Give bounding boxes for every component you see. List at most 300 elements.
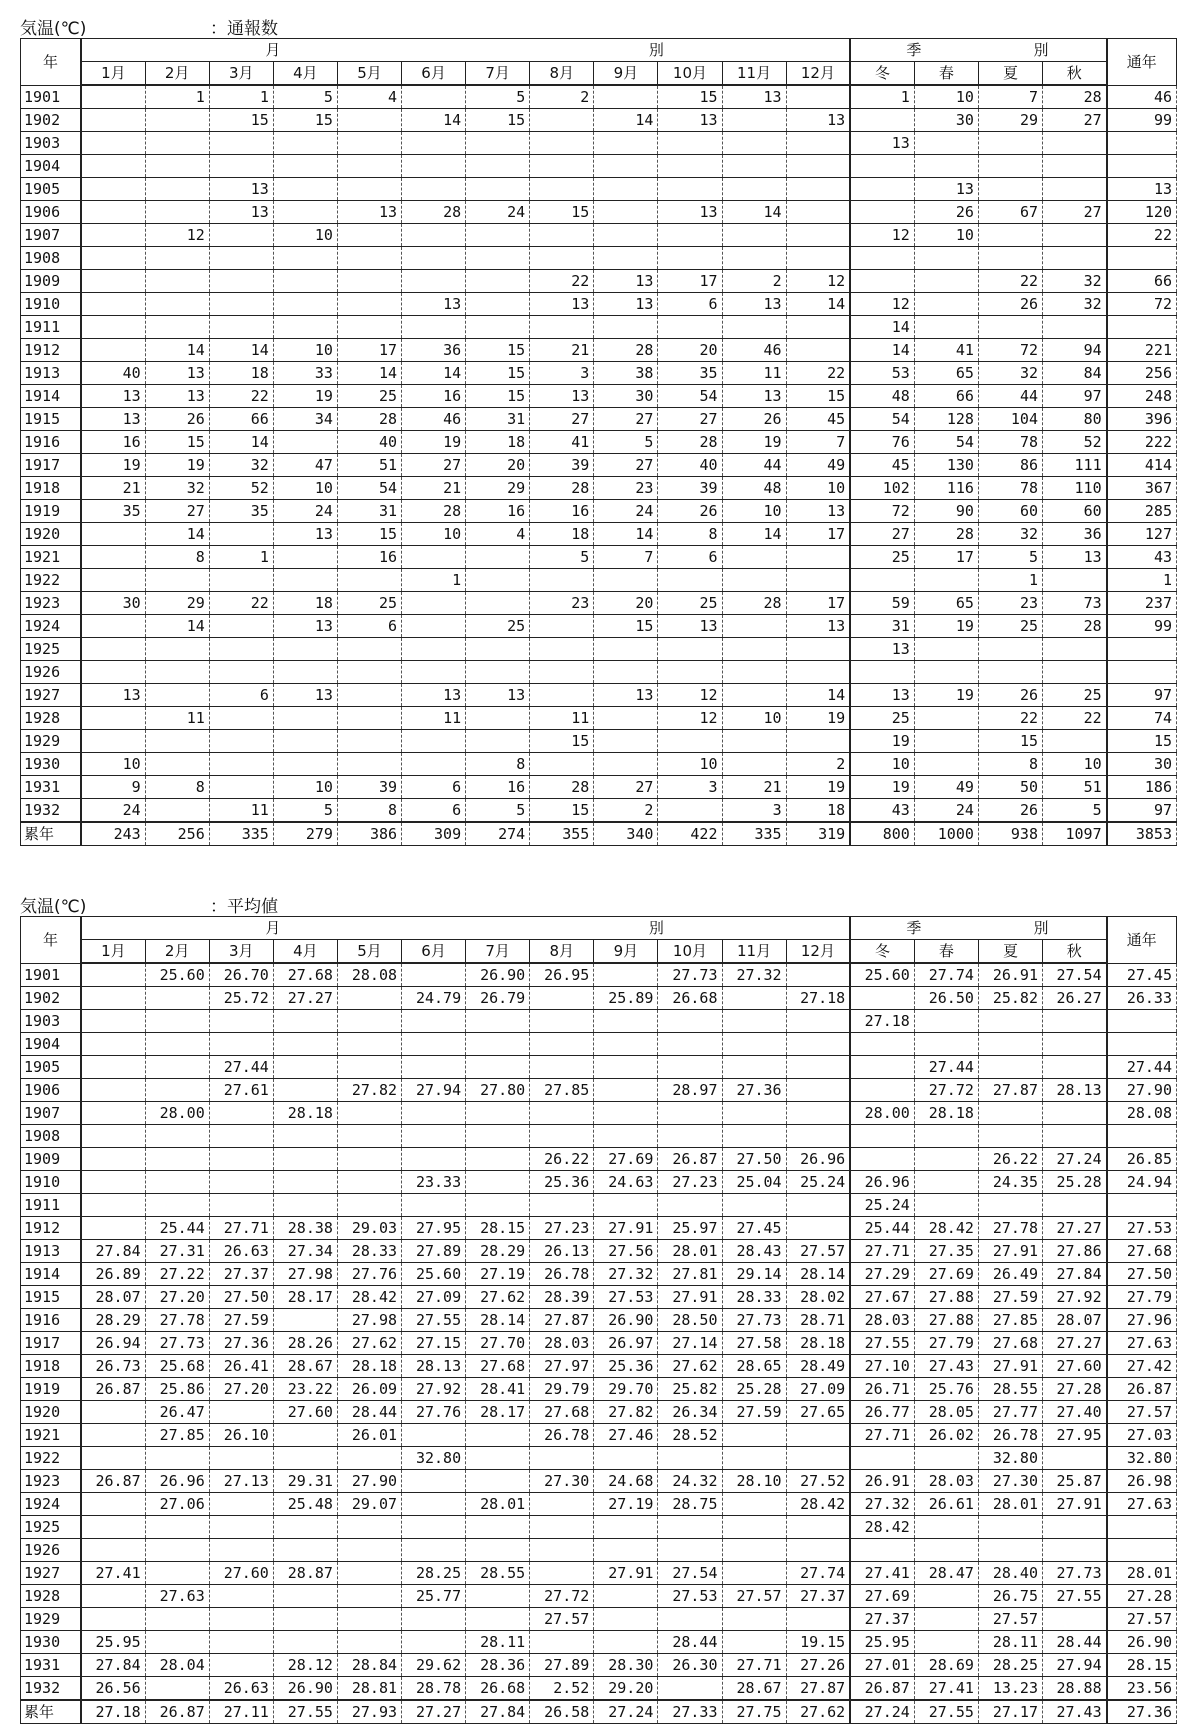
month-value-cell: 28.67 xyxy=(722,1677,786,1701)
season-value-cell: 28.40 xyxy=(978,1562,1042,1585)
month-value-cell: 28.17 xyxy=(273,1286,337,1309)
annual-value-cell: 28.15 xyxy=(1107,1654,1177,1677)
season-value-cell: 24 xyxy=(914,799,978,823)
year-cell: 1930 xyxy=(21,1631,82,1654)
month-value-cell xyxy=(402,963,466,987)
annual-value-cell: 27.63 xyxy=(1107,1493,1177,1516)
month-value-cell: 28.14 xyxy=(466,1309,530,1332)
month-value-cell xyxy=(337,247,401,270)
annual-value-cell xyxy=(1107,1539,1177,1562)
month-value-cell: 26.87 xyxy=(81,1378,145,1401)
month-value-cell xyxy=(722,1056,786,1079)
season-value-cell xyxy=(914,270,978,293)
season-value-cell xyxy=(1043,316,1107,339)
season-header: 春 xyxy=(914,62,978,86)
season-value-cell: 41 xyxy=(914,339,978,362)
month-value-cell xyxy=(402,1148,466,1171)
season-value-cell: 27.79 xyxy=(914,1332,978,1355)
month-value-cell: 13 xyxy=(786,615,850,638)
month-value-cell xyxy=(273,201,337,224)
year-cell: 1919 xyxy=(21,500,82,523)
month-value-cell xyxy=(466,270,530,293)
month-value-cell: 27.50 xyxy=(209,1286,273,1309)
table-row xyxy=(21,546,1177,569)
month-value-cell xyxy=(658,1677,722,1701)
month-value-cell: 52 xyxy=(209,477,273,500)
month-value-cell xyxy=(530,109,594,132)
month-value-cell: 27.78 xyxy=(145,1309,209,1332)
month-group-char: 月 xyxy=(265,919,283,937)
month-value-cell: 28.26 xyxy=(273,1332,337,1355)
table-row xyxy=(21,1470,1177,1493)
month-value-cell xyxy=(273,155,337,178)
month-value-cell: 274 xyxy=(466,822,530,846)
month-value-cell: 4 xyxy=(337,85,401,109)
month-value-cell xyxy=(337,753,401,776)
month-value-cell xyxy=(145,178,209,201)
season-value-cell xyxy=(914,316,978,339)
year-cell: 1908 xyxy=(21,247,82,270)
season-value-cell: 27.88 xyxy=(914,1309,978,1332)
month-value-cell xyxy=(466,707,530,730)
month-value-cell xyxy=(658,247,722,270)
month-value-cell xyxy=(81,1079,145,1102)
month-value-cell: 27.87 xyxy=(786,1677,850,1701)
month-value-cell: 27.71 xyxy=(209,1217,273,1240)
month-value-cell xyxy=(594,132,658,155)
month-value-cell: 23 xyxy=(594,477,658,500)
year-cell: 1904 xyxy=(21,155,82,178)
month-value-cell xyxy=(722,1562,786,1585)
year-cell: 1915 xyxy=(21,408,82,431)
season-value-cell xyxy=(850,569,914,592)
month-value-cell xyxy=(594,85,658,109)
year-cell: 1923 xyxy=(21,1470,82,1493)
season-value-cell: 26.96 xyxy=(850,1171,914,1194)
annual-value-cell: 237 xyxy=(1107,592,1177,615)
month-value-cell: 24 xyxy=(273,500,337,523)
month-header: 10月 xyxy=(658,62,722,86)
annual-value-cell: 30 xyxy=(1107,753,1177,776)
month-value-cell: 22 xyxy=(530,270,594,293)
season-value-cell: 60 xyxy=(1043,500,1107,523)
season-value-cell xyxy=(850,1125,914,1148)
season-value-cell: 27.40 xyxy=(1043,1401,1107,1424)
annual-value-cell xyxy=(1107,155,1177,178)
annual-value-cell: 127 xyxy=(1107,523,1177,546)
month-value-cell xyxy=(594,1079,658,1102)
annual-value-cell xyxy=(1107,1194,1177,1217)
month-value-cell: 40 xyxy=(658,454,722,477)
annual-value-cell: 248 xyxy=(1107,385,1177,408)
year-cell: 1901 xyxy=(21,963,82,987)
table-row xyxy=(21,109,1177,132)
month-value-cell: 27.20 xyxy=(145,1286,209,1309)
month-value-cell xyxy=(466,1102,530,1125)
season-value-cell: 27.87 xyxy=(978,1079,1042,1102)
month-value-cell: 27.68 xyxy=(273,963,337,987)
season-value-cell: 12 xyxy=(850,293,914,316)
month-value-cell: 28.03 xyxy=(530,1332,594,1355)
annual-value-cell xyxy=(1107,316,1177,339)
month-value-cell xyxy=(594,1631,658,1654)
month-value-cell xyxy=(209,776,273,799)
month-value-cell: 28.55 xyxy=(466,1562,530,1585)
month-value-cell: 309 xyxy=(402,822,466,846)
month-value-cell xyxy=(594,1447,658,1470)
month-value-cell xyxy=(209,753,273,776)
month-value-cell xyxy=(273,293,337,316)
month-value-cell xyxy=(722,1608,786,1631)
month-value-cell xyxy=(722,1424,786,1447)
month-value-cell: 1 xyxy=(209,85,273,109)
month-value-cell xyxy=(273,1171,337,1194)
month-value-cell: 27.58 xyxy=(722,1332,786,1355)
season-value-cell xyxy=(850,1447,914,1470)
season-value-cell: 97 xyxy=(1043,385,1107,408)
month-value-cell: 27.14 xyxy=(658,1332,722,1355)
month-value-cell: 13 xyxy=(273,523,337,546)
count-table-section xyxy=(20,12,1177,846)
season-value-cell xyxy=(850,1056,914,1079)
month-value-cell xyxy=(81,316,145,339)
month-value-cell: 29.79 xyxy=(530,1378,594,1401)
month-value-cell xyxy=(337,316,401,339)
month-value-cell xyxy=(722,638,786,661)
season-value-cell xyxy=(1043,1194,1107,1217)
season-value-cell: 27.37 xyxy=(850,1608,914,1631)
month-value-cell xyxy=(530,1033,594,1056)
month-value-cell: 28.84 xyxy=(337,1654,401,1677)
month-value-cell: 18 xyxy=(273,592,337,615)
month-value-cell xyxy=(786,661,850,684)
season-value-cell: 15 xyxy=(978,730,1042,753)
season-header: 冬 xyxy=(850,940,914,964)
month-value-cell xyxy=(722,1102,786,1125)
month-value-cell xyxy=(466,155,530,178)
month-value-cell: 14 xyxy=(145,523,209,546)
season-value-cell: 72 xyxy=(850,500,914,523)
month-value-cell: 13 xyxy=(402,684,466,707)
month-value-cell: 46 xyxy=(722,339,786,362)
count-table xyxy=(20,38,1177,846)
year-cell: 1921 xyxy=(21,1424,82,1447)
month-value-cell: 26.70 xyxy=(209,963,273,987)
month-value-cell: 26.96 xyxy=(786,1148,850,1171)
month-value-cell xyxy=(786,730,850,753)
month-value-cell xyxy=(530,615,594,638)
month-value-cell: 26.87 xyxy=(81,1470,145,1493)
month-value-cell xyxy=(337,1516,401,1539)
month-value-cell: 14 xyxy=(786,684,850,707)
month-value-cell: 10 xyxy=(273,776,337,799)
month-value-cell xyxy=(337,132,401,155)
month-value-cell xyxy=(594,1056,658,1079)
year-cell: 1906 xyxy=(21,201,82,224)
annual-value-cell: 28.08 xyxy=(1107,1102,1177,1125)
season-value-cell: 26.77 xyxy=(850,1401,914,1424)
month-value-cell xyxy=(273,753,337,776)
season-value-cell: 28.11 xyxy=(978,1631,1042,1654)
month-value-cell xyxy=(530,132,594,155)
month-value-cell: 29.20 xyxy=(594,1677,658,1701)
season-value-cell xyxy=(914,1010,978,1033)
annual-value-cell: 46 xyxy=(1107,85,1177,109)
season-value-cell: 28.05 xyxy=(914,1401,978,1424)
month-value-cell xyxy=(658,1125,722,1148)
season-value-cell: 27.57 xyxy=(978,1608,1042,1631)
month-value-cell: 319 xyxy=(786,822,850,846)
month-value-cell xyxy=(145,1194,209,1217)
annual-value-cell: 27.50 xyxy=(1107,1263,1177,1286)
annual-value-cell: 26.90 xyxy=(1107,1631,1177,1654)
month-value-cell: 11 xyxy=(402,707,466,730)
table-row xyxy=(21,523,1177,546)
month-value-cell: 15 xyxy=(658,85,722,109)
month-value-cell: 27.62 xyxy=(466,1286,530,1309)
month-value-cell xyxy=(466,178,530,201)
month-value-cell: 24.32 xyxy=(658,1470,722,1493)
month-value-cell xyxy=(337,730,401,753)
month-value-cell xyxy=(145,109,209,132)
annual-value-cell: 27.45 xyxy=(1107,963,1177,987)
month-value-cell xyxy=(81,661,145,684)
month-value-cell xyxy=(594,1194,658,1217)
month-value-cell xyxy=(594,569,658,592)
month-value-cell: 14 xyxy=(337,362,401,385)
month-value-cell xyxy=(337,1125,401,1148)
month-value-cell: 26 xyxy=(658,500,722,523)
season-value-cell xyxy=(978,1033,1042,1056)
month-value-cell: 26.56 xyxy=(81,1677,145,1701)
annual-value-cell: 66 xyxy=(1107,270,1177,293)
season-value-cell: 25.95 xyxy=(850,1631,914,1654)
season-value-cell: 1097 xyxy=(1043,822,1107,846)
season-value-cell: 27.91 xyxy=(1043,1493,1107,1516)
month-value-cell xyxy=(81,1194,145,1217)
month-value-cell: 28.10 xyxy=(722,1470,786,1493)
year-cell: 1927 xyxy=(21,684,82,707)
month-value-cell xyxy=(402,1056,466,1079)
month-value-cell xyxy=(530,1194,594,1217)
year-cell: 1925 xyxy=(21,638,82,661)
month-value-cell: 12 xyxy=(145,224,209,247)
month-value-cell xyxy=(402,753,466,776)
season-value-cell: 27 xyxy=(1043,109,1107,132)
month-value-cell: 54 xyxy=(337,477,401,500)
month-value-cell: 27.92 xyxy=(402,1378,466,1401)
month-value-cell xyxy=(594,1102,658,1125)
month-value-cell: 28.44 xyxy=(658,1631,722,1654)
month-group-char: 別 xyxy=(648,919,666,937)
month-value-cell xyxy=(273,1056,337,1079)
month-value-cell xyxy=(658,1194,722,1217)
year-cell: 1907 xyxy=(21,1102,82,1125)
season-value-cell: 27 xyxy=(1043,201,1107,224)
season-value-cell: 10 xyxy=(914,224,978,247)
table-row xyxy=(21,247,1177,270)
year-cell: 累年 xyxy=(21,1700,82,1724)
month-value-cell: 27 xyxy=(594,454,658,477)
season-value-cell: 28 xyxy=(1043,85,1107,109)
month-value-cell: 3 xyxy=(722,799,786,823)
month-group-char: 別 xyxy=(648,41,666,59)
month-value-cell xyxy=(786,316,850,339)
month-value-cell: 14 xyxy=(594,109,658,132)
month-value-cell xyxy=(337,1539,401,1562)
month-value-cell: 29.14 xyxy=(722,1263,786,1286)
table-row xyxy=(21,408,1177,431)
month-value-cell xyxy=(81,109,145,132)
season-value-cell: 22 xyxy=(978,270,1042,293)
year-cell: 1922 xyxy=(21,1447,82,1470)
season-value-cell: 28.44 xyxy=(1043,1631,1107,1654)
month-value-cell: 27.60 xyxy=(209,1562,273,1585)
month-value-cell: 27.26 xyxy=(786,1654,850,1677)
table-row xyxy=(21,1424,1177,1447)
year-cell: 1908 xyxy=(21,1125,82,1148)
month-value-cell: 11 xyxy=(145,707,209,730)
season-value-cell: 7 xyxy=(978,85,1042,109)
month-value-cell xyxy=(466,1470,530,1493)
month-value-cell xyxy=(337,1562,401,1585)
month-value-cell: 13 xyxy=(466,684,530,707)
season-value-cell: 51 xyxy=(1043,776,1107,799)
annual-value-cell: 27.79 xyxy=(1107,1286,1177,1309)
season-value-cell: 27.69 xyxy=(850,1585,914,1608)
season-value-cell: 28.18 xyxy=(914,1102,978,1125)
season-value-cell xyxy=(914,1447,978,1470)
season-value-cell: 76 xyxy=(850,431,914,454)
month-value-cell xyxy=(273,132,337,155)
month-value-cell: 27.13 xyxy=(209,1470,273,1493)
month-value-cell: 32.80 xyxy=(402,1447,466,1470)
month-value-cell: 26.47 xyxy=(145,1401,209,1424)
season-value-cell: 28.03 xyxy=(914,1470,978,1493)
season-value-cell xyxy=(850,247,914,270)
month-value-cell xyxy=(81,1401,145,1424)
month-group-header xyxy=(81,39,850,62)
year-cell: 1926 xyxy=(21,1539,82,1562)
month-value-cell xyxy=(466,546,530,569)
month-value-cell: 2 xyxy=(530,85,594,109)
month-value-cell xyxy=(209,1102,273,1125)
month-value-cell: 28.17 xyxy=(466,1401,530,1424)
month-value-cell: 27.55 xyxy=(402,1309,466,1332)
season-value-cell xyxy=(850,987,914,1010)
annual-value-cell: 28.01 xyxy=(1107,1562,1177,1585)
month-header: 7月 xyxy=(466,940,530,964)
season-value-cell: 27.73 xyxy=(1043,1562,1107,1585)
season-value-cell: 44 xyxy=(978,385,1042,408)
month-value-cell: 30 xyxy=(594,385,658,408)
season-value-cell: 27.95 xyxy=(1043,1424,1107,1447)
month-value-cell: 25.82 xyxy=(658,1378,722,1401)
season-value-cell xyxy=(914,155,978,178)
month-value-cell xyxy=(337,1148,401,1171)
count-table-label: 気温(℃) xyxy=(20,19,87,39)
month-value-cell xyxy=(209,1171,273,1194)
month-value-cell: 27.63 xyxy=(145,1585,209,1608)
month-value-cell xyxy=(209,569,273,592)
month-value-cell: 26.63 xyxy=(209,1240,273,1263)
month-value-cell: 27.89 xyxy=(402,1240,466,1263)
month-value-cell xyxy=(145,1631,209,1654)
month-value-cell: 18 xyxy=(786,799,850,823)
season-value-cell xyxy=(914,661,978,684)
month-header: 11月 xyxy=(722,62,786,86)
season-value-cell: 800 xyxy=(850,822,914,846)
month-value-cell xyxy=(402,247,466,270)
season-value-cell: 17 xyxy=(914,546,978,569)
month-value-cell xyxy=(466,592,530,615)
table-row xyxy=(21,1125,1177,1148)
month-value-cell xyxy=(81,546,145,569)
month-value-cell: 15 xyxy=(337,523,401,546)
month-value-cell xyxy=(466,316,530,339)
month-value-cell: 6 xyxy=(209,684,273,707)
month-value-cell xyxy=(209,707,273,730)
month-value-cell xyxy=(209,132,273,155)
month-value-cell xyxy=(402,270,466,293)
month-value-cell: 39 xyxy=(658,477,722,500)
table-row xyxy=(21,1079,1177,1102)
month-value-cell: 26.96 xyxy=(145,1470,209,1493)
month-value-cell: 25.28 xyxy=(722,1378,786,1401)
month-value-cell xyxy=(81,339,145,362)
month-value-cell: 8 xyxy=(145,546,209,569)
annual-value-cell: 186 xyxy=(1107,776,1177,799)
month-value-cell: 44 xyxy=(722,454,786,477)
month-value-cell: 14 xyxy=(594,523,658,546)
season-value-cell: 1 xyxy=(978,569,1042,592)
annual-value-cell xyxy=(1107,661,1177,684)
month-value-cell: 25.68 xyxy=(145,1355,209,1378)
season-value-cell xyxy=(1043,247,1107,270)
season-value-cell xyxy=(1043,661,1107,684)
month-value-cell: 28 xyxy=(530,477,594,500)
month-value-cell xyxy=(530,753,594,776)
season-value-cell: 26.61 xyxy=(914,1493,978,1516)
season-value-cell: 19 xyxy=(850,730,914,753)
month-value-cell: 279 xyxy=(273,822,337,846)
season-value-cell xyxy=(978,178,1042,201)
month-value-cell: 28.01 xyxy=(466,1493,530,1516)
month-value-cell: 422 xyxy=(658,822,722,846)
month-value-cell: 26.79 xyxy=(466,987,530,1010)
month-value-cell xyxy=(81,1148,145,1171)
season-value-cell xyxy=(1043,224,1107,247)
month-value-cell: 19 xyxy=(786,776,850,799)
season-value-cell xyxy=(914,1171,978,1194)
count-table-subtitle: ：通報数 xyxy=(210,19,278,39)
month-value-cell xyxy=(209,1585,273,1608)
season-value-cell: 72 xyxy=(978,339,1042,362)
annual-column-header: 通年 xyxy=(1107,917,1177,964)
year-cell: 1919 xyxy=(21,1378,82,1401)
month-value-cell xyxy=(402,316,466,339)
season-value-cell: 110 xyxy=(1043,477,1107,500)
month-value-cell xyxy=(530,224,594,247)
table-row xyxy=(21,1539,1177,1562)
annual-value-cell xyxy=(1107,247,1177,270)
month-value-cell xyxy=(530,1102,594,1125)
annual-value-cell: 27.44 xyxy=(1107,1056,1177,1079)
annual-value-cell: 99 xyxy=(1107,615,1177,638)
month-value-cell xyxy=(402,85,466,109)
month-value-cell xyxy=(81,132,145,155)
month-value-cell xyxy=(209,1033,273,1056)
